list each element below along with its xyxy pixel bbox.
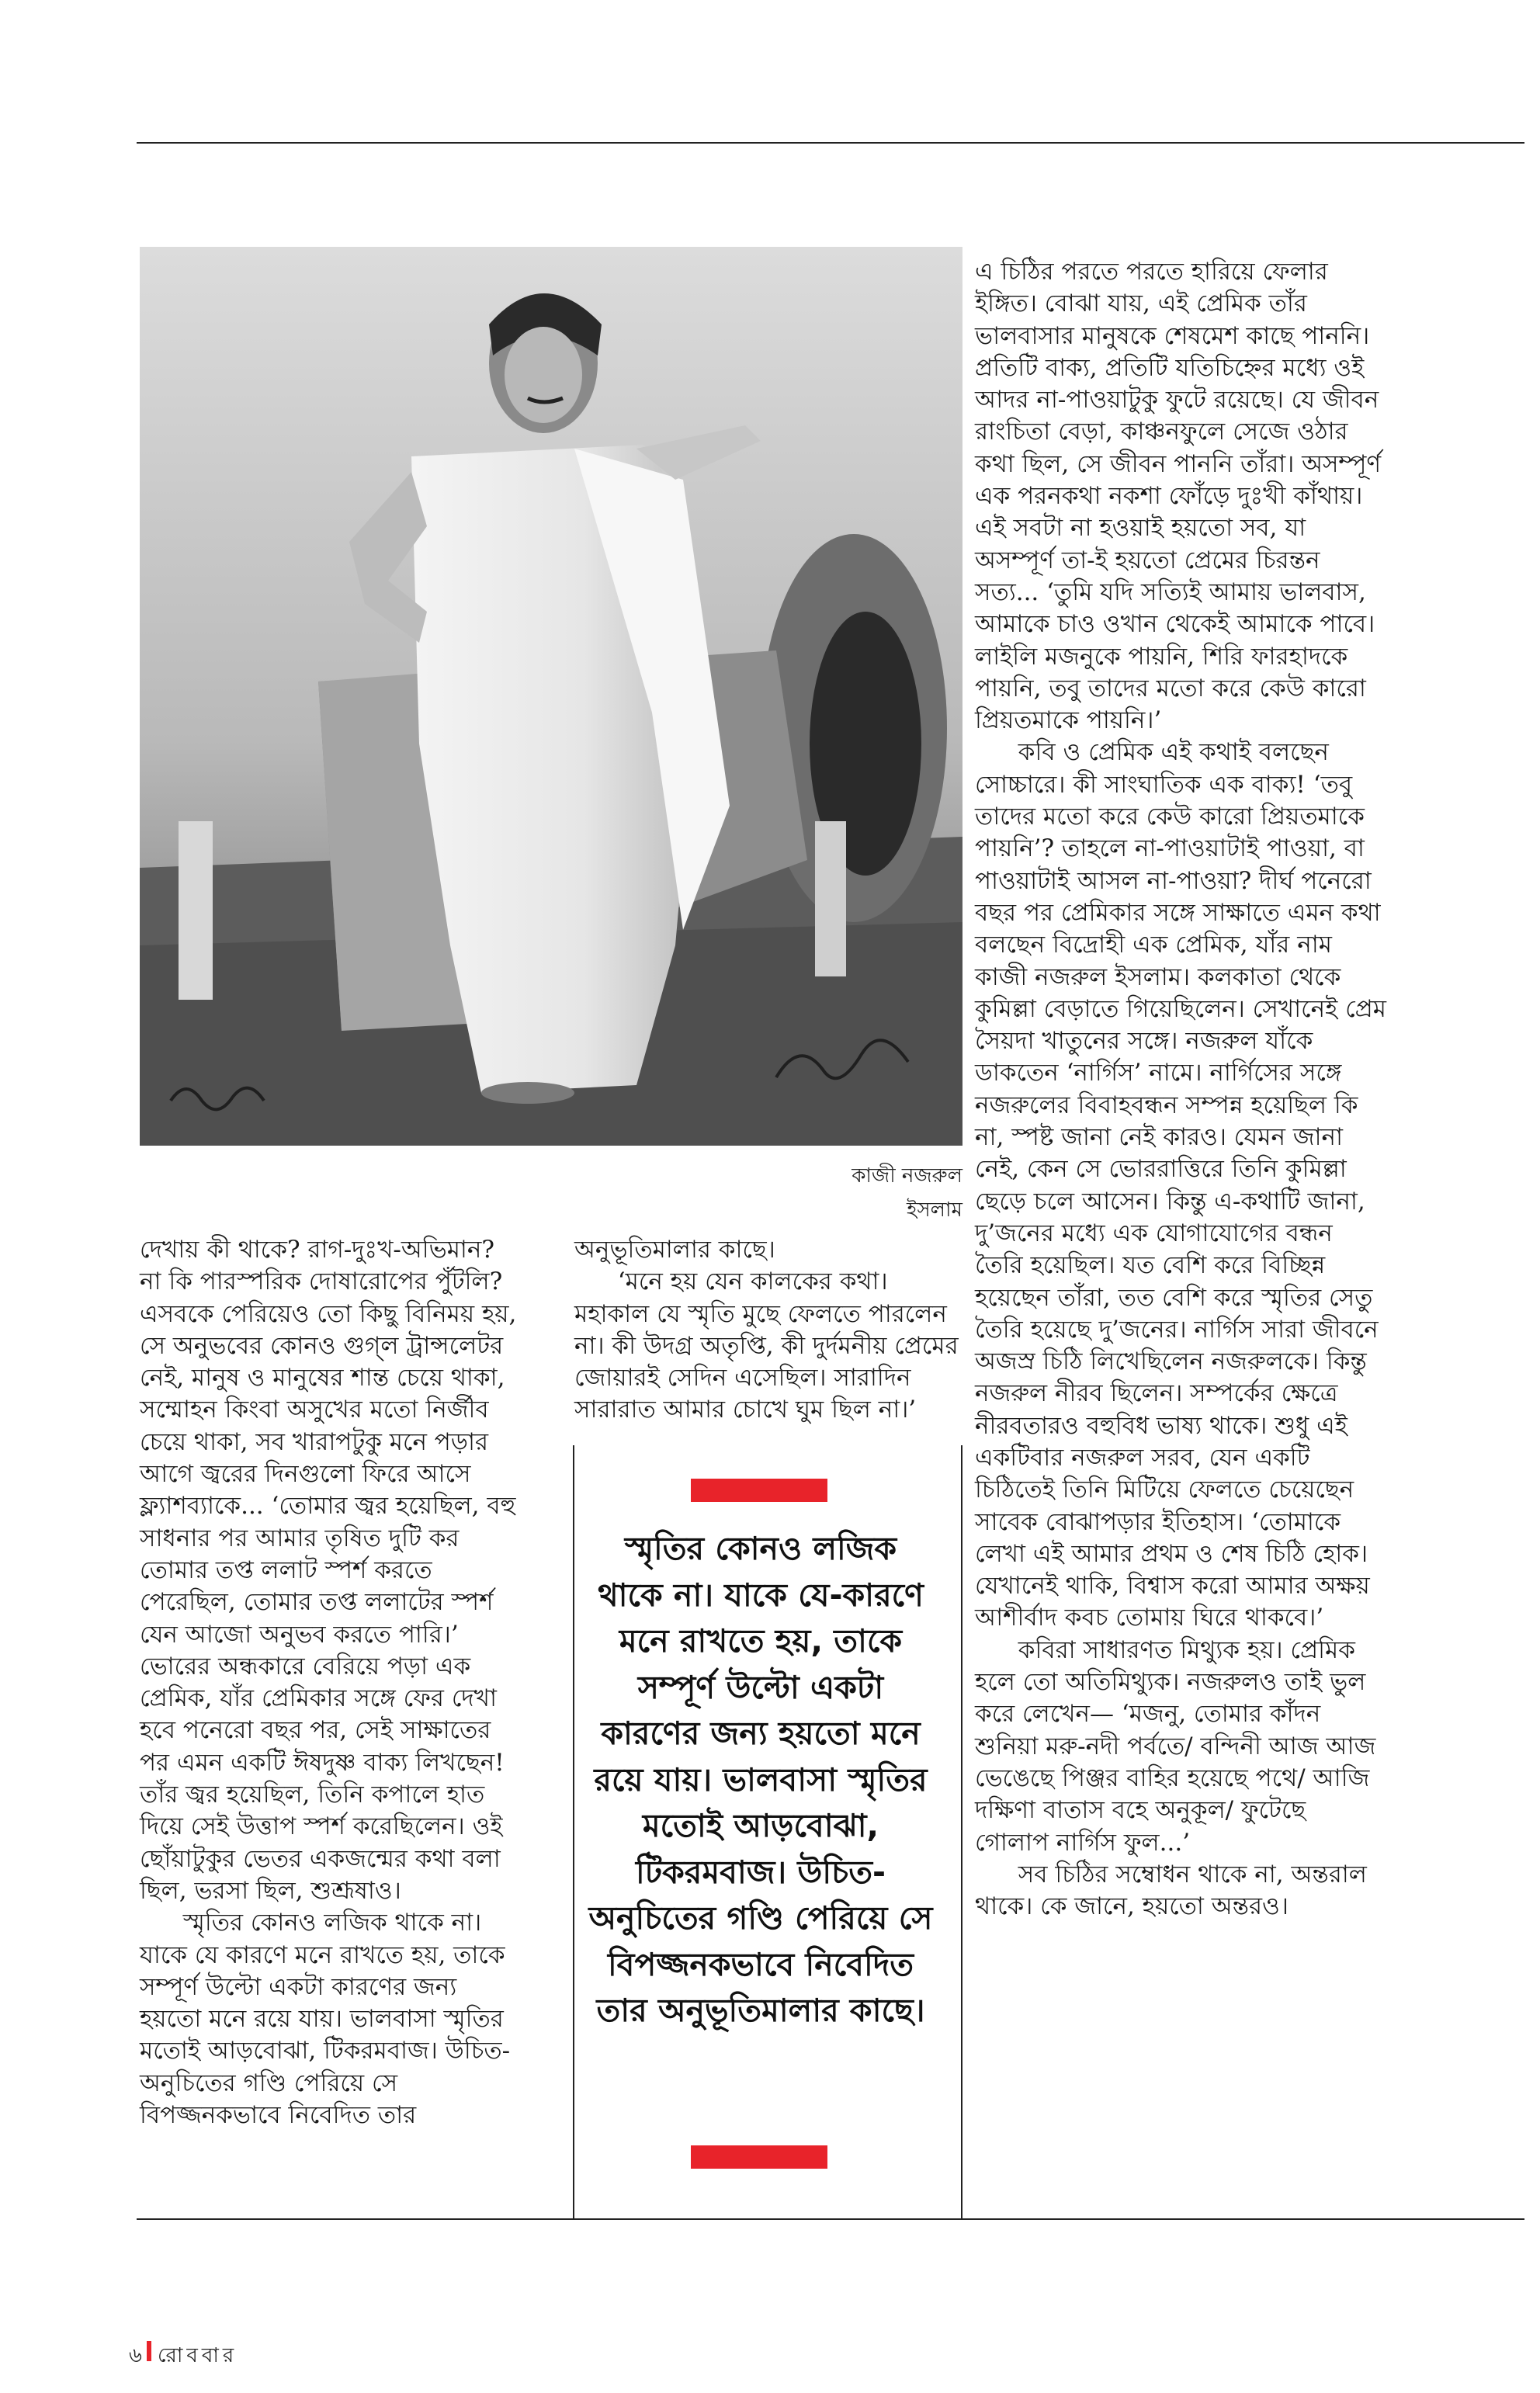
portrait-illustration	[140, 247, 962, 1146]
paragraph: ‘মনে হয় যেন কালকের কথা। মহাকাল যে স্মৃতি মুছে ফেলতে পারলেন না। কী উদগ্র অতৃপ্তি, কী দুর্দমনীয় প্রেমের জোয়ারই সেদিন এসেছিল। সারাদিন সারারাত আমার চোখে ঘুম ছিল না।’	[574, 1268, 959, 1424]
top-rule	[137, 142, 1524, 144]
footer-separator	[147, 2341, 151, 2361]
paragraph: কবিরা সাধারণত মিথ্যুক হয়। প্রেমিক হলে তো অতিমিথ্যুক। নজরুলও তাই ভুল করে লেখেন— ‘মজনু, তোমার কাঁদন শুনিয়া মরু-নদী পর্বতে/ বন্দিনী আজ আজ ভেঙেছে পিঞ্জর বাহির হয়েছে পথে/ আজি দক্ষিণা বাতাস বহে অনুকূল/ ফুটেছে গোলাপ নার্গিস ফুল...’	[975, 1635, 1376, 1857]
paragraph: কবি ও প্রেমিক এই কথাই বলছেন সোচ্চারে। কী সাংঘাতিক এক বাক্য! ‘তবু তাদের মতো করে কেউ কারো প্রিয়তমাকে পায়নি’? তাহলে না-পাওয়াটাই পাওয়া, বা পাওয়াটাই আসল না-পাওয়া? দীর্ঘ পনেরো বছর পর প্রেমিকার সঙ্গে সাক্ষাতে এমন কথা বলছেন বিদ্রোহী এক প্রেমিক, যাঁর নাম কাজী নজরুল ইসলাম। কলকাতা থেকে কুমিল্লা বেড়াতে গিয়েছিলেন। সেখানেই প্রেম সৈয়দা খাতুনের সঙ্গে। নজরুল যাঁকে ডাকতেন ‘নার্গিস’ নামে। নার্গিসের সঙ্গে নজরুলের বিবাহবন্ধন সম্পন্ন হয়েছিল কি না, স্পষ্ট জানা নেই কারও। যেমন জানা নেই, কেন সে ভোররাত্তিরে তিনি কুমিল্লা ছেড়ে চলে আসেন। কিন্তু এ-কথাটি জানা, দু’জনের মধ্যে এক যোগাযোগের বন্ধন তৈরি হয়েছিল। যত বেশি করে বিচ্ছিন্ন হয়েছেন তাঁরা, তত বেশি করে স্মৃতির সেতু তৈরি হয়েছে দু’জনের। নার্গিস সারা জীবনে অজস্র চিঠি লিখেছিলেন নজরুলকে। কিন্তু নজরুল নীরব ছিলেন। সম্পর্কের ক্ষেত্রে নীরবতারও বহুবিধ ভাষ্য থাকে। শুধু এই একটিবার নজরুল সরব, যেন একটি চিঠিতেই তিনি মিটিয়ে ফেলতে চেয়েছেন সাবেক বোঝাপড়ার ইতিহাস। ‘তোমাকে লেখা এই আমার প্রথম ও শেষ চিঠি হোক। যেখানেই থাকি, বিশ্বাস করো আমার অক্ষয় আশীর্বাদ কবচ তোমায় ঘিরে থাকবে।’	[975, 738, 1387, 1632]
article-column-left	[140, 1234, 520, 2131]
pullquote-top-bar	[691, 1479, 827, 1502]
article-column-middle	[574, 1234, 962, 1427]
photo-caption: কাজী নজরুল ইসলাম	[852, 1164, 962, 1222]
pullquote: স্মৃতির কোনও লজিক থাকে না। যাকে যে-কারণে মনে রাখতে হয়, তাকে সম্পূর্ণ উল্টো একটা কারণের জন্য হয়তো মনে রয়ে যায়। ভালবাসা স্মৃতির মতোই আড়বোঝা, টিকরমবাজ। উচিত-অনুচিতের গণ্ডি পেরিয়ে সে বিপজ্জনকভাবে নিবেদিত তার অনুভূতিমালার কাছে।	[588, 1530, 933, 2029]
page-number: ৬	[129, 2344, 142, 2367]
paragraph: সব চিঠির সম্বোধন থাকে না, অন্তরাল থাকে। কে জানে, হয়তো অন্তরও।	[975, 1860, 1367, 1921]
magazine-name: রোববার	[158, 2344, 238, 2367]
paragraph: এ চিঠির পরতে পরতে হারিয়ে ফেলার ইঙ্গিত। বোঝা যায়, এই প্রেমিক তাঁর ভালবাসার মানুষকে শেষমেশ কাছে পাননি। প্রতিটি বাক্য, প্রতিটি যতিচিহ্নের মধ্যে ওই আদর না-পাওয়াটুকু ফুটে রয়েছে। যে জীবন রাংচিতা বেড়া, কাঞ্চনফুলে সেজে ওঠার কথা ছিল, সে জীবন পাননি তাঁরা। অসম্পূর্ণ এক পরনকথা নকশা ফোঁড়ে দুঃখী কাঁথায়। এই সবটা না হওয়াই হয়তো সব, যা অসম্পূর্ণ তা-ই হয়তো প্রেমের চিরন্তন সত্য... ‘তুমি যদি সত্যিই আমায় ভালবাস, আমাকে চাও ওখান থেকেই আমাকে পাবে। লাইলি মজনুকে পায়নি, শিরি ফারহাদকে পায়নি, তবু তাদের মতো করে কেউ কারো প্রিয়তমাকে পায়নি।’	[975, 258, 1382, 735]
paragraph: দেখায় কী থাকে? রাগ-দুঃখ-অভিমান? না কি পারস্পরিক দোষারোপের পুঁটলি? এসবকে পেরিয়েও তো কিছু বিনিময় হয়, সে অনুভবের কোনও গুগ্‌ল ট্রান্সলেটর নেই, মানুষ ও মানুষের শান্ত চেয়ে থাকা, সম্মোহন কিংবা অসুখের মতো নির্জীব চেয়ে থাকা, সব খারাপটুকু মনে পড়ার আগে জ্বরের দিনগুলো ফিরে আসে ফ্ল্যাশব্যাকে... ‘তোমার জ্বর হয়েছিল, বহু সাধনার পর আমার তৃষিত দুটি কর তোমার তপ্ত ললাট স্পর্শ করতে পেরেছিল, তোমার তপ্ত ললাটের স্পর্শ যেন আজো অনুভব করতে পারি।’ ভোরের অন্ধকারে বেরিয়ে পড়া এক প্রেমিক, যাঁর প্রেমিকার সঙ্গে ফের দেখা হবে পনেরো বছর পর, সেই সাক্ষাতের পর এমন একটি ঈষদুষ্ণ বাক্য লিখছেন! তাঁর জ্বর হয়েছিল, তিনি কপালে হাত দিয়ে সেই উত্তাপ স্পর্শ করেছিলেন। ওই ছোঁয়াটুকুর ভেতর একজন্মের কথা বলা ছিল, ভরসা ছিল, শুশ্রূষাও।	[140, 1236, 517, 1905]
column-divider	[573, 1445, 574, 2218]
paragraph: স্মৃতির কোনও লজিক থাকে না। যাকে যে কারণে মনে রাখতে হয়, তাকে সম্পূর্ণ উল্টো একটা কারণের জন্য হয়তো মনে রয়ে যায়। ভালবাসা স্মৃতির মতোই আড়বোঝা, টিকরমবাজ। উচিত-অনুচিতের গণ্ডি পেরিয়ে সে বিপজ্জনকভাবে নিবেদিত তার	[140, 1909, 511, 2130]
article-column-right	[975, 256, 1386, 1923]
portrait-photo	[140, 247, 962, 1146]
bottom-rule	[137, 2218, 1524, 2220]
column-divider	[961, 1445, 962, 2218]
pullquote-bottom-bar	[691, 2145, 827, 2169]
paragraph: অনুভূতিমালার কাছে।	[574, 1236, 775, 1264]
